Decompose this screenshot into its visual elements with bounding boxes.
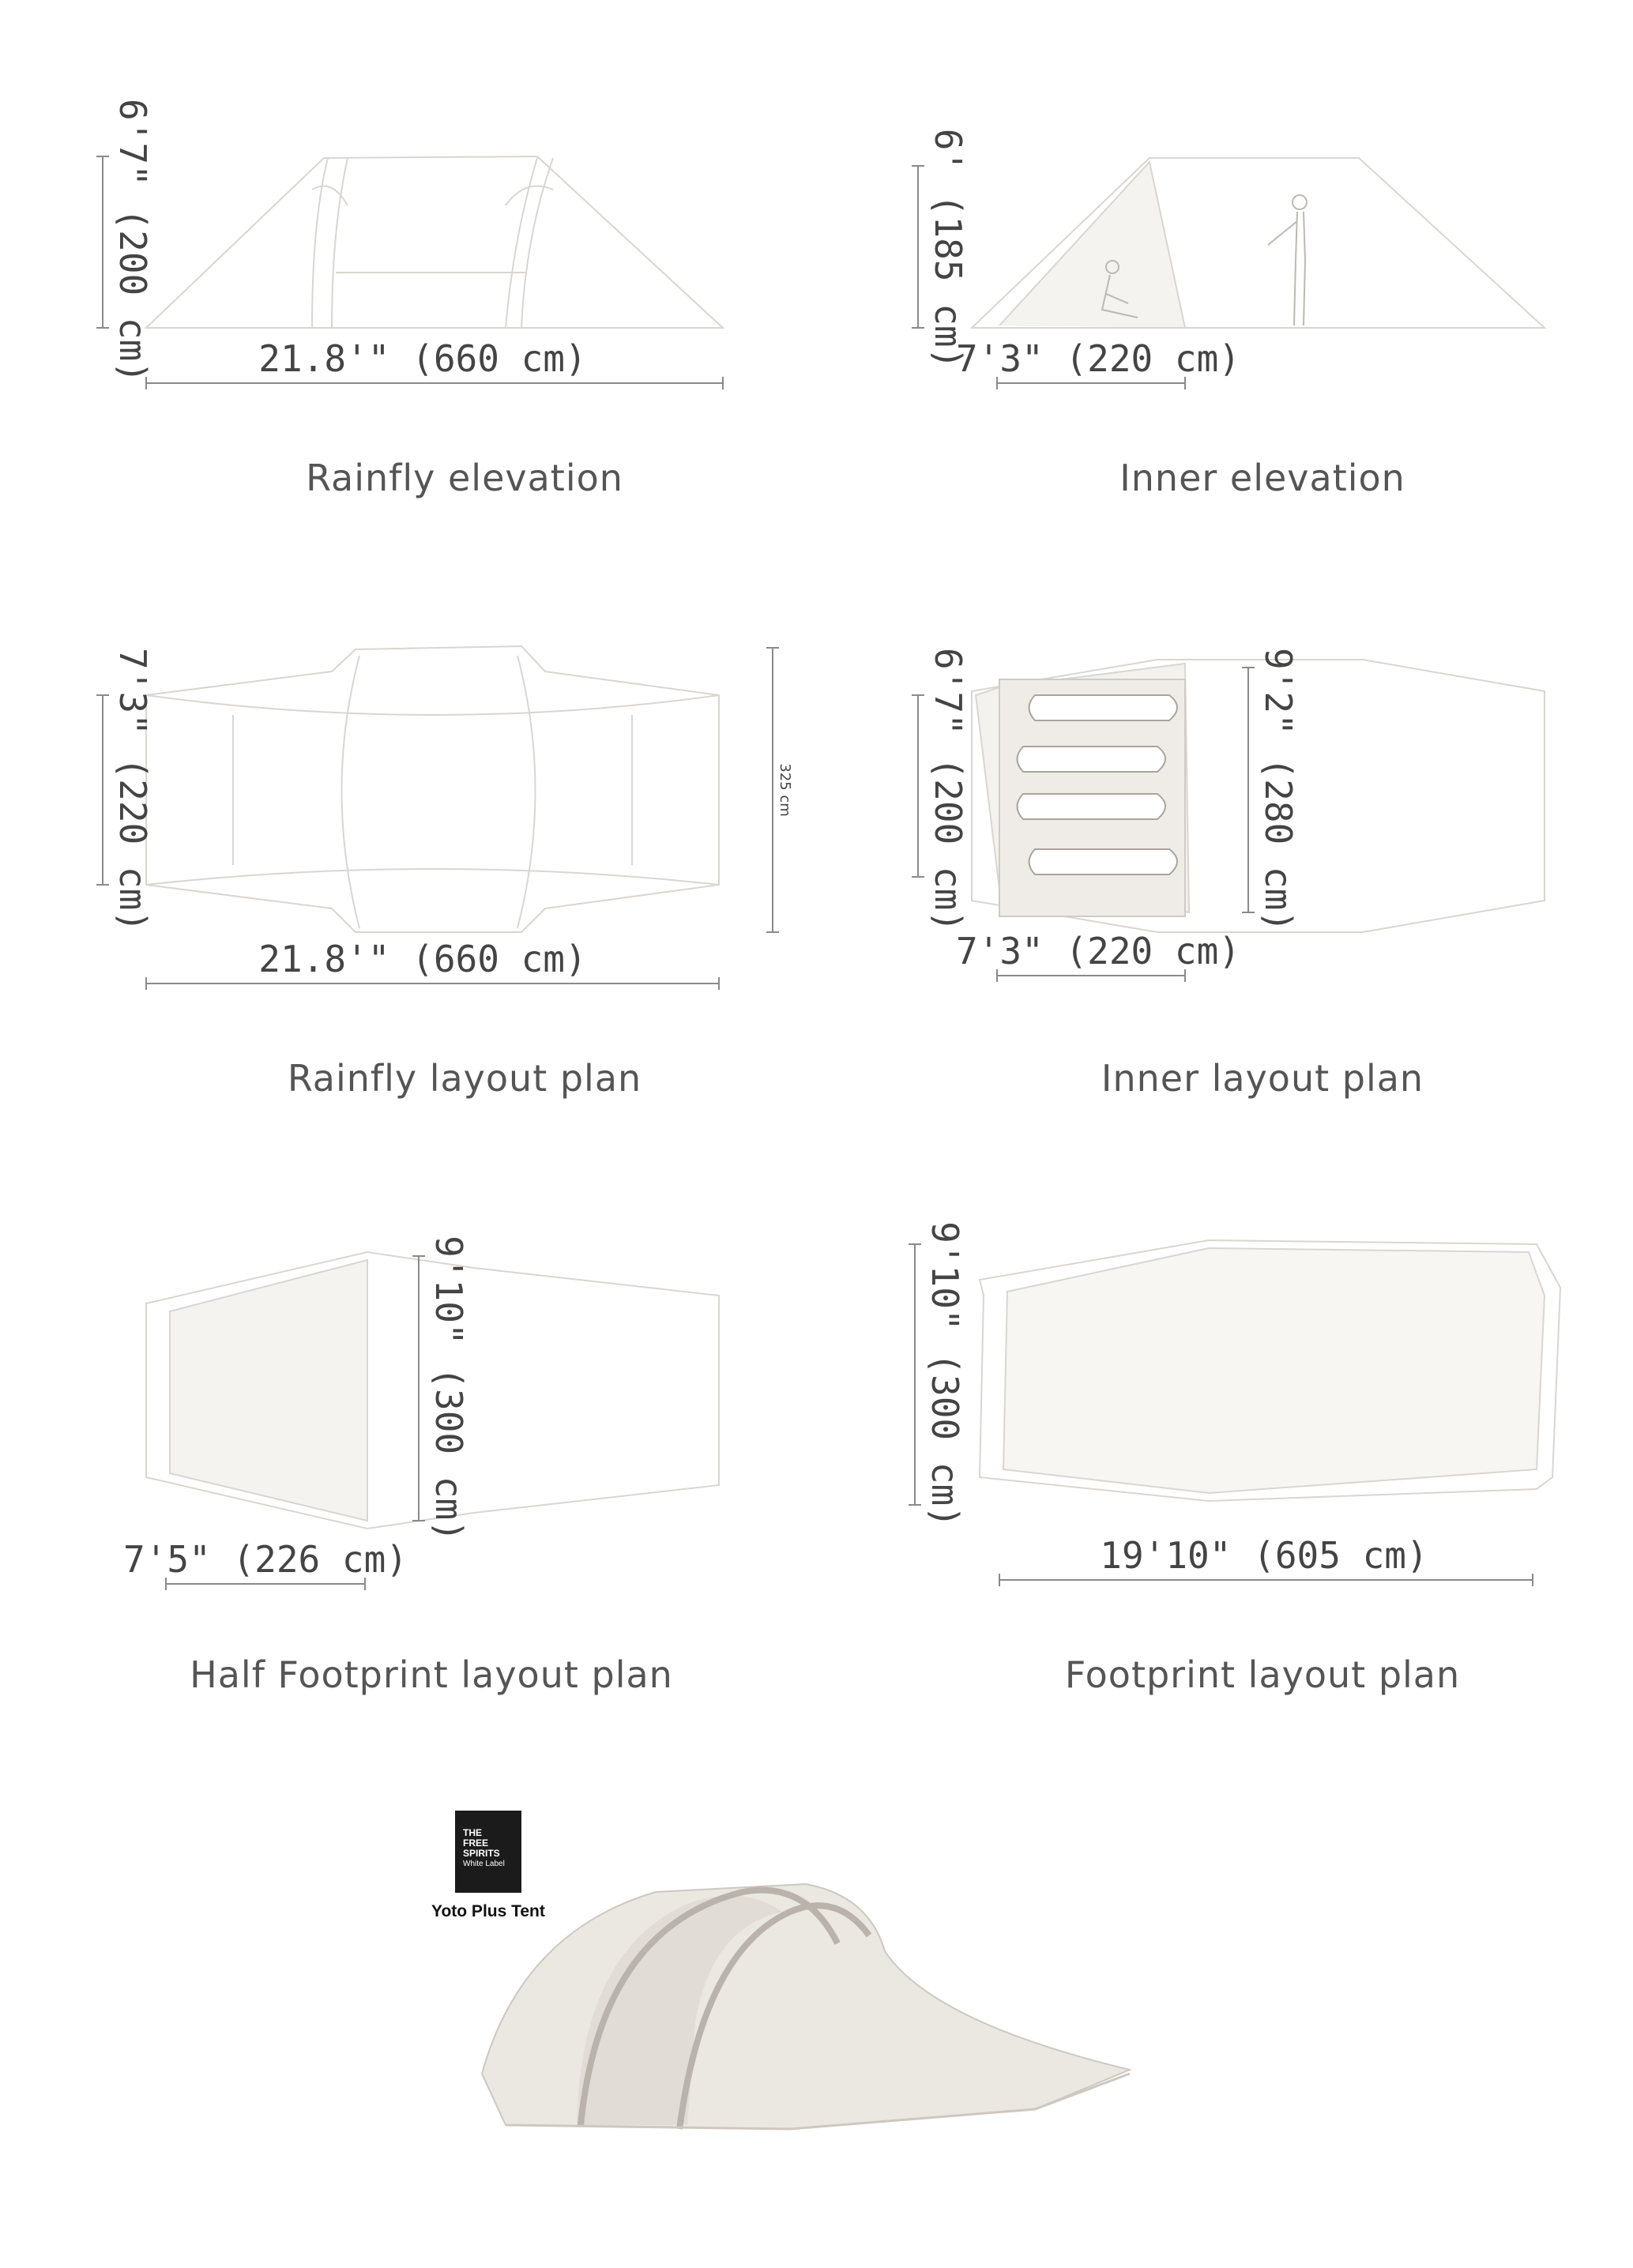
inner-elevation-height-label: 6' (185 cm) [927, 128, 969, 370]
inner-elevation-drawing [972, 158, 1545, 328]
rainfly-layout-drawing [146, 646, 719, 932]
tent-product-image [482, 1884, 1130, 2129]
rainfly-layout-height-label: 7'3" (220 cm) [111, 647, 154, 933]
caption-inner-elevation: Inner elevation [1119, 457, 1405, 499]
half-footprint-height-label: 9'10" (300 cm) [427, 1236, 470, 1542]
logo-line-1: THE [463, 1827, 482, 1838]
product-name: Yoto Plus Tent [431, 1902, 545, 1920]
inner-layout-width-label: 7'3" (220 cm) [955, 930, 1241, 972]
rainfly-elevation-width-label: 21.8'" (660 cm) [258, 337, 587, 380]
caption-inner-layout: Inner layout plan [1101, 1057, 1424, 1100]
figure-standing-icon [1268, 195, 1307, 325]
caption-half-footprint: Half Footprint layout plan [190, 1653, 673, 1696]
footprint-width-label: 19'10" (605 cm) [1100, 1534, 1428, 1577]
half-footprint-width-label: 7'5" (226 cm) [122, 1538, 408, 1581]
footprint-height-label: 9'10" (300 cm) [924, 1221, 966, 1528]
logo-line-3: SPIRITS [463, 1848, 500, 1859]
rainfly-layout-span-label: 325 cm [777, 763, 793, 817]
caption-rainfly-layout: Rainfly layout plan [287, 1057, 642, 1100]
rainfly-elevation-height-label: 6'7" (200 cm) [111, 98, 154, 384]
caption-rainfly-elevation: Rainfly elevation [306, 457, 623, 499]
footprint-drawing [980, 1240, 1560, 1501]
rainfly-elevation-drawing [146, 156, 723, 328]
inner-layout-length-label: 9'2" (280 cm) [1257, 647, 1300, 933]
inner-elevation-width-label: 7'3" (220 cm) [955, 337, 1241, 380]
inner-layout-height-label: 6'7" (200 cm) [927, 647, 969, 933]
brand-logo [455, 1811, 521, 1893]
logo-sub: White Label [463, 1860, 505, 1868]
logo-line-2: FREE [463, 1837, 489, 1849]
caption-footprint: Footprint layout plan [1064, 1653, 1461, 1696]
rainfly-layout-width-label: 21.8'" (660 cm) [258, 938, 587, 980]
